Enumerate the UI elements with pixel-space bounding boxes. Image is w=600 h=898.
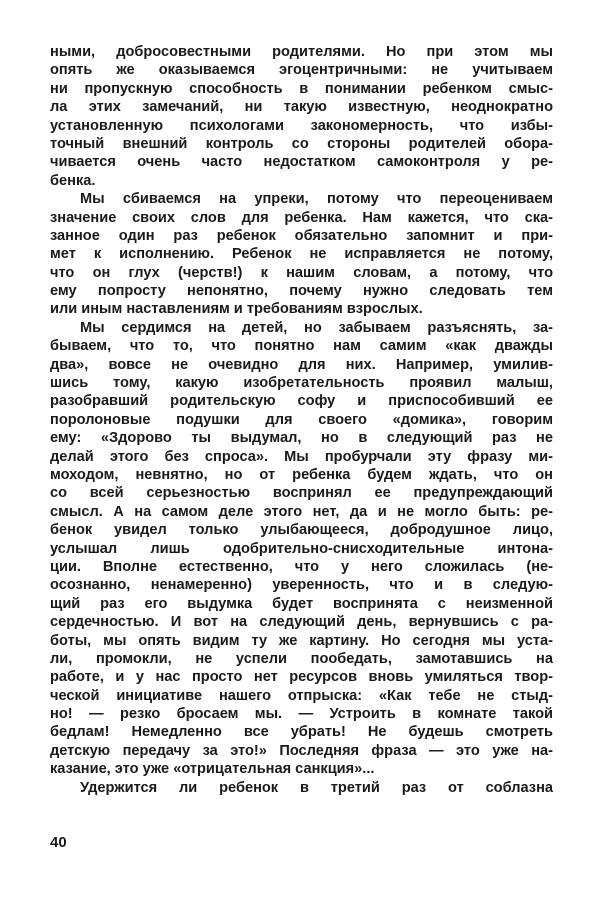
text-line: занное один раз ребенок обязательно запомнит и при- [50, 227, 553, 244]
text-line: или иным наставлениям и требованиям взрослых. [50, 301, 423, 318]
paragraph [50, 190, 553, 319]
text-line: детскую передачу за это!» Последняя фраза — это уже на- [50, 742, 553, 759]
text-line: установленную психологами закономерность, что избы- [50, 117, 553, 134]
text-line: мет к исполнению. Ребенок не исправляется не потому, [50, 246, 553, 263]
book-page-text [50, 43, 553, 797]
text-line: ции. Вполне естественно, что у него сложилась (не- [50, 558, 553, 575]
text-line: сердечностью. И вот на следующий день, вернувшись с ра- [50, 614, 553, 631]
page-number: 40 [50, 834, 67, 851]
paragraph [50, 319, 553, 779]
text-line: ли, промокли, не успели пообедать, замотавшись на [50, 650, 553, 667]
text-line: ни пропускную способность в понимании ребенком смыс- [50, 80, 553, 97]
text-line: точный внешний контроль со стороны родителей обора- [50, 135, 553, 152]
text-line: Мы сбиваемся на упреки, потому что переоцениваем [80, 191, 553, 208]
text-line: бенка. [50, 172, 96, 189]
text-line: боты, мы опять видим ту же картину. Но сегодня мы уста- [50, 632, 553, 649]
text-line: казание, это уже «отрицательная санкция»... [50, 761, 375, 778]
text-line: поролоновые подушки для своего «домика», говорим [50, 411, 553, 428]
text-line: значение своих слов для ребенка. Нам кажется, что ска- [50, 209, 553, 226]
text-line: осознанно, ненамеренно) уверенность, что и в следую- [50, 577, 553, 594]
text-line: опять же оказываемся эгоцентричными: не учитываем [50, 62, 553, 79]
text-line: бываем, что то, что понятно нам самим «как дважды [50, 338, 553, 355]
text-line: ла этих замечаний, ни такую известную, неоднократно [50, 99, 553, 116]
text-line: услышал лишь одобрительно-снисходительные интона- [50, 540, 553, 557]
text-line: Удержится ли ребенок в третий раз от соблазна [80, 779, 553, 796]
text-line: ему: «Здорово ты выдумал, но в следующий раз не [50, 430, 553, 447]
text-line: разобравший родительскую софу и приспособивший ее [50, 393, 553, 410]
text-line: ческой инициативе нашего отпрыска: «Как тебе не стыд- [50, 687, 553, 704]
text-line: два», вовсе не очевидно для них. Например, умилив- [50, 356, 553, 373]
text-line: ными, добросовестными родителями. Но при этом мы [50, 44, 553, 60]
text-line: шись тому, какую изобретательность проявил малыш, [50, 375, 553, 392]
text-line: моходом, невнятно, но от ребенка будем ждать, что он [50, 466, 553, 483]
text-line: чивается очень часто недостатком самоконтроля у ре- [50, 154, 553, 171]
text-line: ему попросту непонятно, почему нужно следовать тем [50, 283, 553, 300]
text-line: смысл. А на самом деле этого нет, да и не могло быть: ре- [50, 503, 553, 520]
text-line: что он глух (черств!) к нашим словам, а потому, что [50, 264, 553, 281]
text-line: щий раз его выдумка будет воспринята с неизменной [50, 595, 553, 612]
text-line: делай этого без спроса». Мы пробурчали эту фразу ми- [50, 448, 553, 465]
text-line: Мы сердимся на детей, но забываем разъяснять, за- [80, 319, 553, 336]
text-line: со всей серьезностью воспринял ее предупреждающий [50, 485, 553, 502]
paragraph [50, 43, 553, 190]
text-line: бенок увидел только улыбающееся, добродушное лицо, [50, 522, 553, 539]
text-line: но! — резко бросаем мы. — Устроить в комнате такой [50, 706, 553, 723]
text-line: бедлам! Немедленно все убрать! Не будешь смотреть [50, 724, 553, 741]
text-line: работе, и у нас просто нет ресурсов вновь умиляться твор- [50, 669, 553, 686]
paragraph [50, 779, 553, 797]
